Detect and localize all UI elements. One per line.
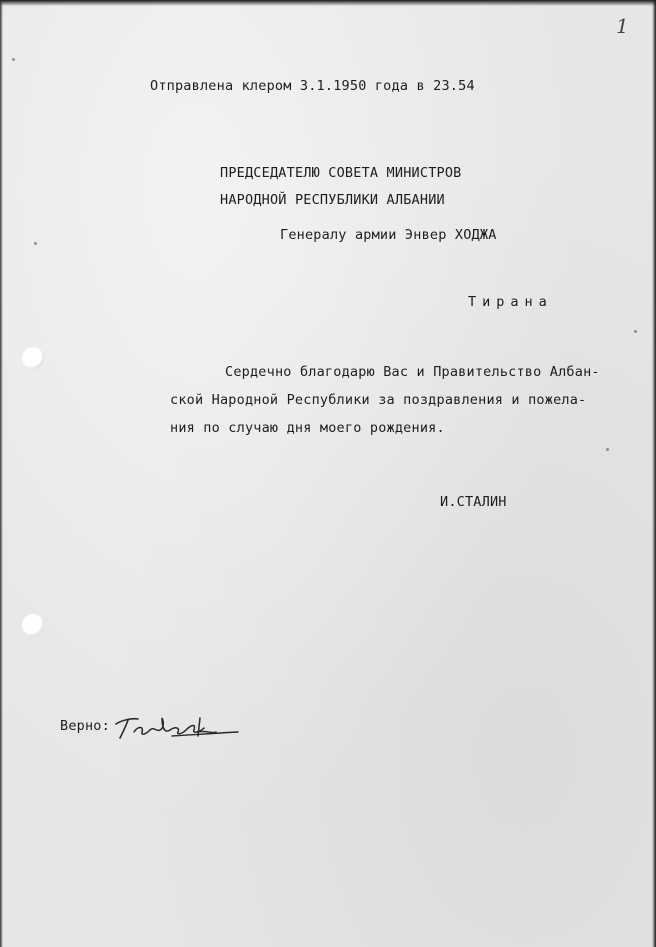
addressee-line-2: НАРОДНОЙ РЕСПУБЛИКИ АЛБАНИИ (220, 192, 445, 208)
destination-city: Тирана (468, 294, 553, 310)
scan-edge-right (652, 0, 656, 947)
dispatch-note: Отправлена клером 3.1.1950 года в 23.54 (150, 78, 475, 94)
paper-speck (606, 448, 609, 451)
body-line-2: ской Народной Республики за поздравления и пожела- (170, 392, 587, 408)
scan-edge-top (0, 0, 656, 6)
body-line-3: ния по случаю дня моего рождения. (170, 420, 445, 436)
paper-speck (34, 242, 37, 245)
page-number: 1 (616, 14, 629, 38)
certification-label: Верно: (60, 718, 110, 734)
paper-speck (634, 330, 637, 333)
punch-hole-upper (22, 347, 44, 369)
typed-signature: И.СТАЛИН (440, 494, 507, 510)
body-line-1: Сердечно благодарю Вас и Правительство Албан- (225, 364, 600, 380)
paper-speck (12, 58, 15, 61)
addressee-line-1: ПРЕДСЕДАТЕЛЮ СОВЕТА МИНИСТРОВ (220, 165, 462, 181)
scan-edge-left (0, 0, 3, 947)
punch-hole-lower (22, 614, 44, 636)
handwritten-signature (112, 710, 242, 744)
addressee-line-3: Генералу армии Энвер ХОДЖА (280, 227, 497, 243)
